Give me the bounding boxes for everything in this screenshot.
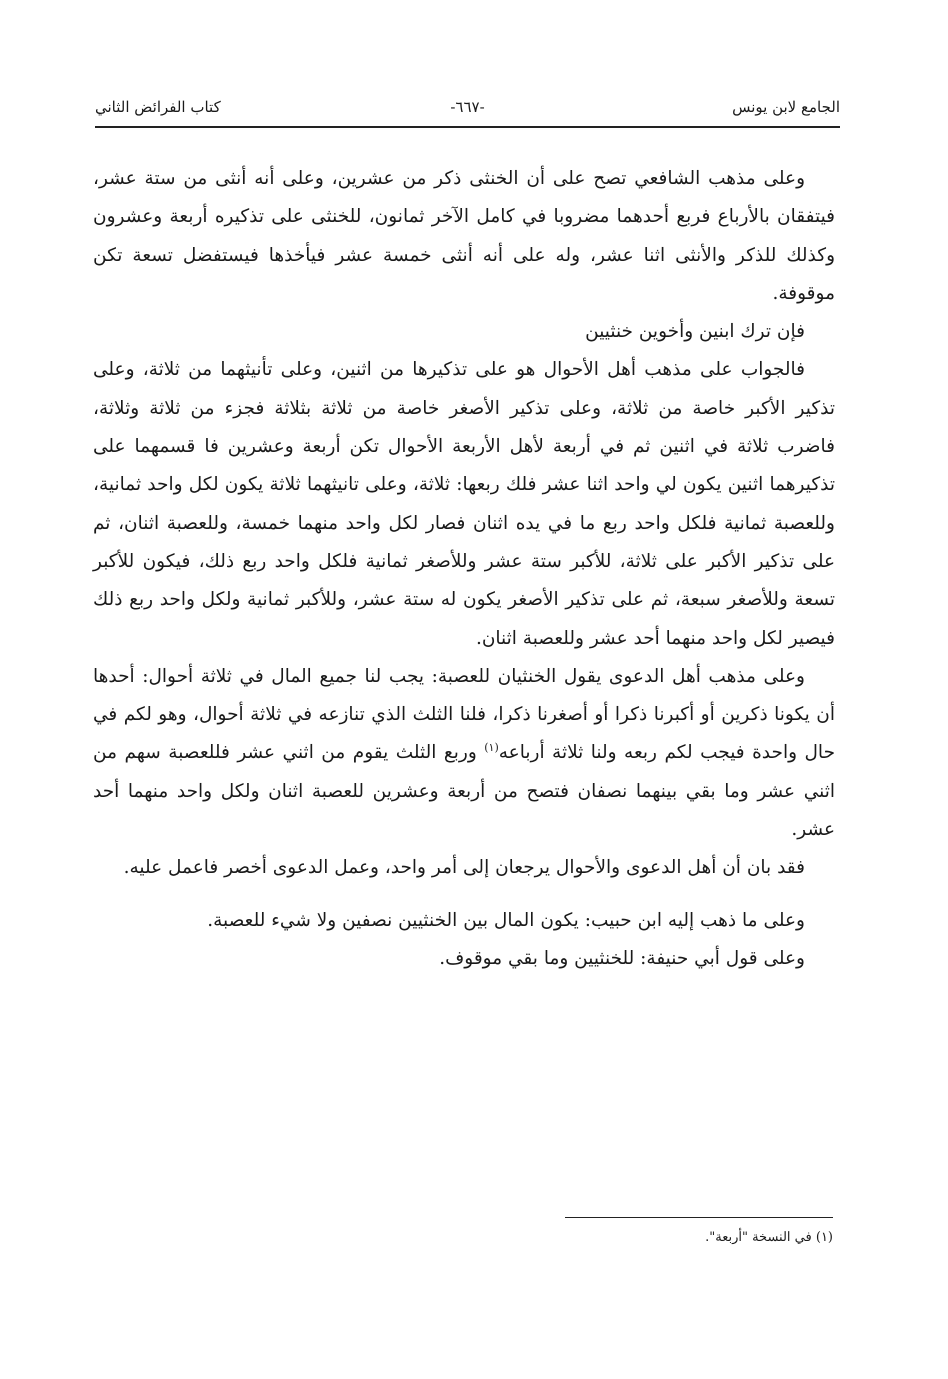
page-number: -٦٦٧- [450,98,485,116]
header-chapter-title: كتاب الفرائض الثاني [95,98,221,116]
footnote: (١) في النسخة "أربعة". [705,1230,833,1245]
paragraph-5: فقد بان أن أهل الدعوى والأحوال يرجعان إلى أمر واحد، وعمل الدعوى أخصر فاعمل عليه. [123,857,805,879]
paragraph-3: فالجواب على مذهب أهل الأحوال هو على تذكيرها من اثنين، وعلى تأنيثهما من ثلاثة، وعلى تذكير الأكبر خاصة من ثلاثة، وعلى تذكير الأصغر خاصة من ثلاثة بثلاثة فجزء من ثلاثة وثلاثة، فاضرب ثلاثة في اثنين ثم في أربعة لأهل الأربعة الأحوال تكن أربعة وعشرين فا قسمهما على تذكيرهما اثنين يكون لي واحد اثنا عشر فلك ربعها: ثلاثة، وعلى تانيثهما ثلاثة يكون لكل واحد ثمانية، وللعصبة ثمانية فلكل واحد ربع ما في يده اثنان فصار لكل واحد منهما خمسة، وللعصبة اثنان، ثم على تذكير الأكبر على ثلاثة، للأكبر ستة عشر وللأصغر ثمانية فلكل واحد ربع ذلك، فيكون للأكبر تسعة وللأصغر سبعة، ثم على تذكير الأصغر يكون له ستة عشر، وللأكبر ثمانية ولكل واحد ربع ذلك فيصير لكل واحد منهما أحد عشر وللعصبة اثنان. [93,359,835,649]
paragraph-1: وعلى مذهب الشافعي تصح على أن الخنثى ذكر من عشرين، وعلى أنه أنثى من ستة عشر، فيتفقان بالأرباع فربع أحدهما مضروبا في كامل الآخر ثمانون، للخنثى على تذكيره أربعة وعشرون وكذلك للذكر والأنثى اثنا عشر، وله على أنه أنثى خمسة عشر فيأخذها فيستفضل تسعة تكن موقوفة. [93,168,835,304]
paragraph-4 [93,658,835,849]
header-divider [95,126,840,128]
paragraph-2: فإن ترك ابنين وأخوين خنثيين [585,321,805,343]
paragraph-7: وعلى قول أبي حنيفة: للخنثيين وما بقي موقوف. [439,947,805,969]
paragraph-6: وعلى ما ذهب إليه ابن حبيب: يكون المال بين الخنثيين نصفين ولا شيء للعصبة. [207,909,805,931]
main-text [93,160,835,978]
paragraph-4-text: وعلى مذهب أهل الدعوى يقول الخنثيان للعصبة: يجب لنا جميع المال في ثلاثة أحوال: أحدها أن يكونا ذكرين أو أكبرنا ذكرا أو أصغرنا ذكرا، فلنا الثلث الذي تنازعه في ثلاثة أحوال، وهو لكم في حال واحدة فيجب لكم ربعه ولنا ثلاثة أرباعه [93,665,836,764]
running-header [95,98,840,126]
footnote-divider [565,1217,833,1218]
header-book-title: الجامع لابن يونس [732,98,840,116]
footnote-reference: (١) [484,741,499,755]
paragraph-4-continuation: وربع الثلث يقوم من اثني عشر فللعصبة سهم من اثني عشر وما بقي بينهما نصفان فتصح من أربعة وعشرين للعصبة اثنان ولكل واحد منهما أحد عشر. [93,742,835,841]
